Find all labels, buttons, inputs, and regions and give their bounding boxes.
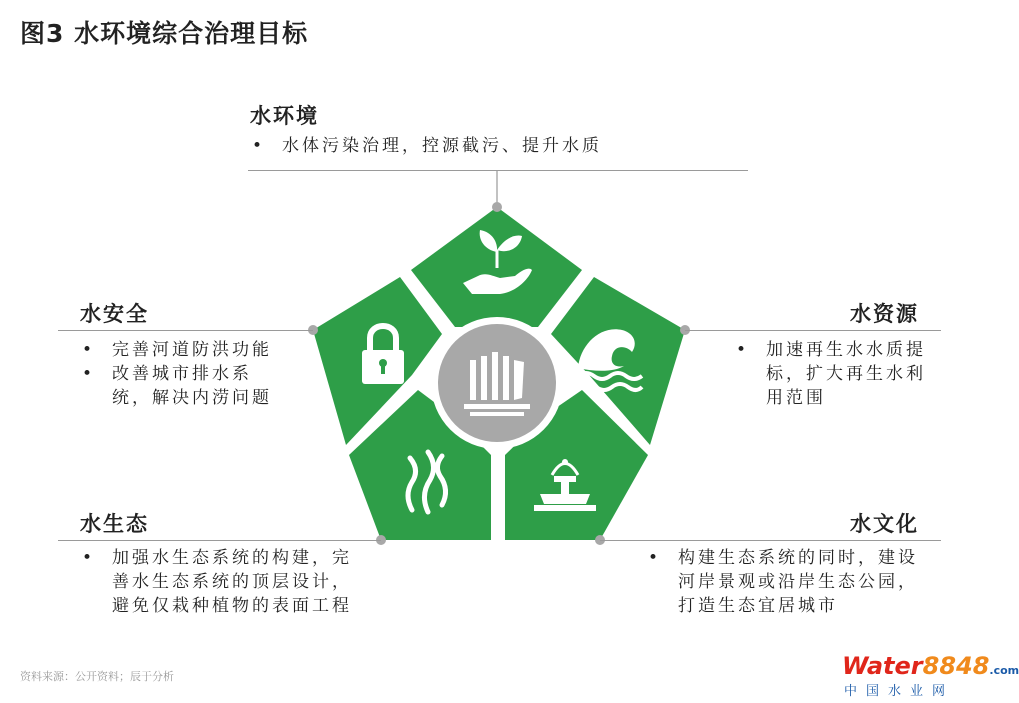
rule-right-top [685,330,941,331]
heading-water-culture: 水文化 [850,512,919,536]
figure-title: 图3 水环境综合治理目标 [20,19,309,48]
rule-right-bottom [600,540,941,541]
heading-water-environment: 水环境 [250,104,319,128]
rule-left-bottom [58,540,381,541]
heading-water-resources: 水资源 [850,302,919,326]
bullets-water-environment [248,134,748,158]
logo-word-num: 8848 [922,652,990,680]
bullets-water-resources [732,338,927,410]
bullet-item: • 水体污染治理，控源截污、提升水质 [248,134,748,158]
vertex-dot-top [492,202,502,212]
logo-word-suffix: .com [989,664,1019,677]
bullets-water-ecology [78,546,353,618]
heading-water-safety: 水安全 [80,302,149,326]
bullets-water-safety [78,338,283,410]
rule-left-top [58,330,313,331]
bullet-item: • 构建生态系统的同时，建设河岸景观或沿岸生态公园，打造生态宜居城市 [644,546,934,618]
source-note: 资料来源：公开资料；辰于分析 [20,670,174,683]
bullets-water-culture [644,546,934,618]
logo-word-main: Water [842,652,923,680]
bullet-item: • 加速再生水水质提标，扩大再生水利用范围 [732,338,927,410]
waterfall-icon [464,352,530,416]
site-logo[interactable] [842,652,1019,680]
bullet-item: • 完善河道防洪功能 [78,338,283,362]
heading-water-ecology: 水生态 [80,512,149,536]
logo-subtitle: 中国水业网 [844,684,955,699]
rule-top [248,170,748,171]
bullet-item: • 改善城市排水系统，解决内涝问题 [78,362,283,410]
bullet-item: • 加强水生态系统的构建，完善水生态系统的顶层设计，避免仅栽种植物的表面工程 [78,546,353,618]
